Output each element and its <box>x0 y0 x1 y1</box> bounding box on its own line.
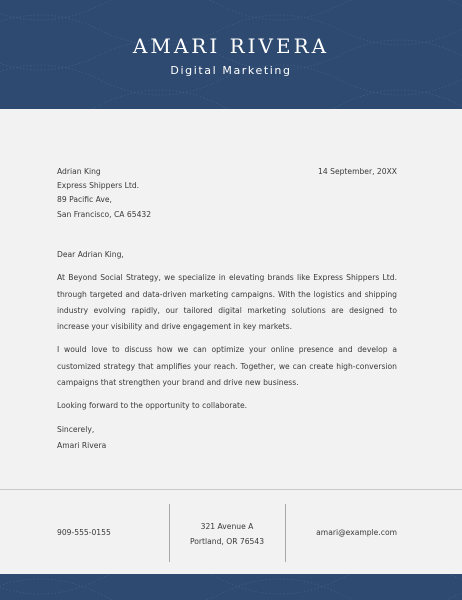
recipient-name: Adrian King <box>57 167 101 176</box>
salutation: Dear Adrian King, <box>57 250 124 259</box>
bottom-banner <box>0 574 462 600</box>
recipient-street: 89 Pacific Ave, <box>57 195 112 205</box>
header-banner <box>0 0 462 109</box>
footer-separator-right <box>285 504 286 562</box>
sender-title: Digital Marketing <box>170 64 292 77</box>
paragraph-2: I would love to discuss how we can optimize your online presence and develop a customized strategy that amplifies your reach. Together, we can create high-conversion campaigns that strengthen your brand and drive new business. <box>57 345 397 388</box>
footer-phone: 909-555-0155 <box>57 528 111 537</box>
letter-body <box>57 247 397 454</box>
footer-address <box>170 520 284 549</box>
letter-date: 14 September, 20XX <box>318 167 397 176</box>
footer-email: amari@example.com <box>316 528 397 537</box>
recipient-block <box>57 165 151 222</box>
closing: Sincerely, <box>57 424 95 434</box>
paragraph-3: Looking forward to the opportunity to collaborate. <box>57 401 248 411</box>
paragraph-1: At Beyond Social Strategy, we specialize in elevating brands like Express Shippers Ltd. through targeted and data-driven marketing campaigns. With the logistics and shipping industry evolving rapidly, our tailored digital marketing solutions are designed to increase your visibility and drive engagement in key markets. <box>57 273 397 332</box>
footer-address-line1: 321 Avenue A <box>200 522 254 531</box>
footer-address-line2: Portland, OR 76543 <box>189 536 265 546</box>
recipient-company: Express Shippers Ltd. <box>57 181 140 191</box>
footer-divider <box>0 489 462 490</box>
bottom-pattern <box>0 574 462 600</box>
sender-name: AMARI RIVERA <box>132 34 330 58</box>
recipient-city: San Francisco, CA 65432 <box>57 209 152 219</box>
signature: Amari Rivera <box>57 440 107 450</box>
